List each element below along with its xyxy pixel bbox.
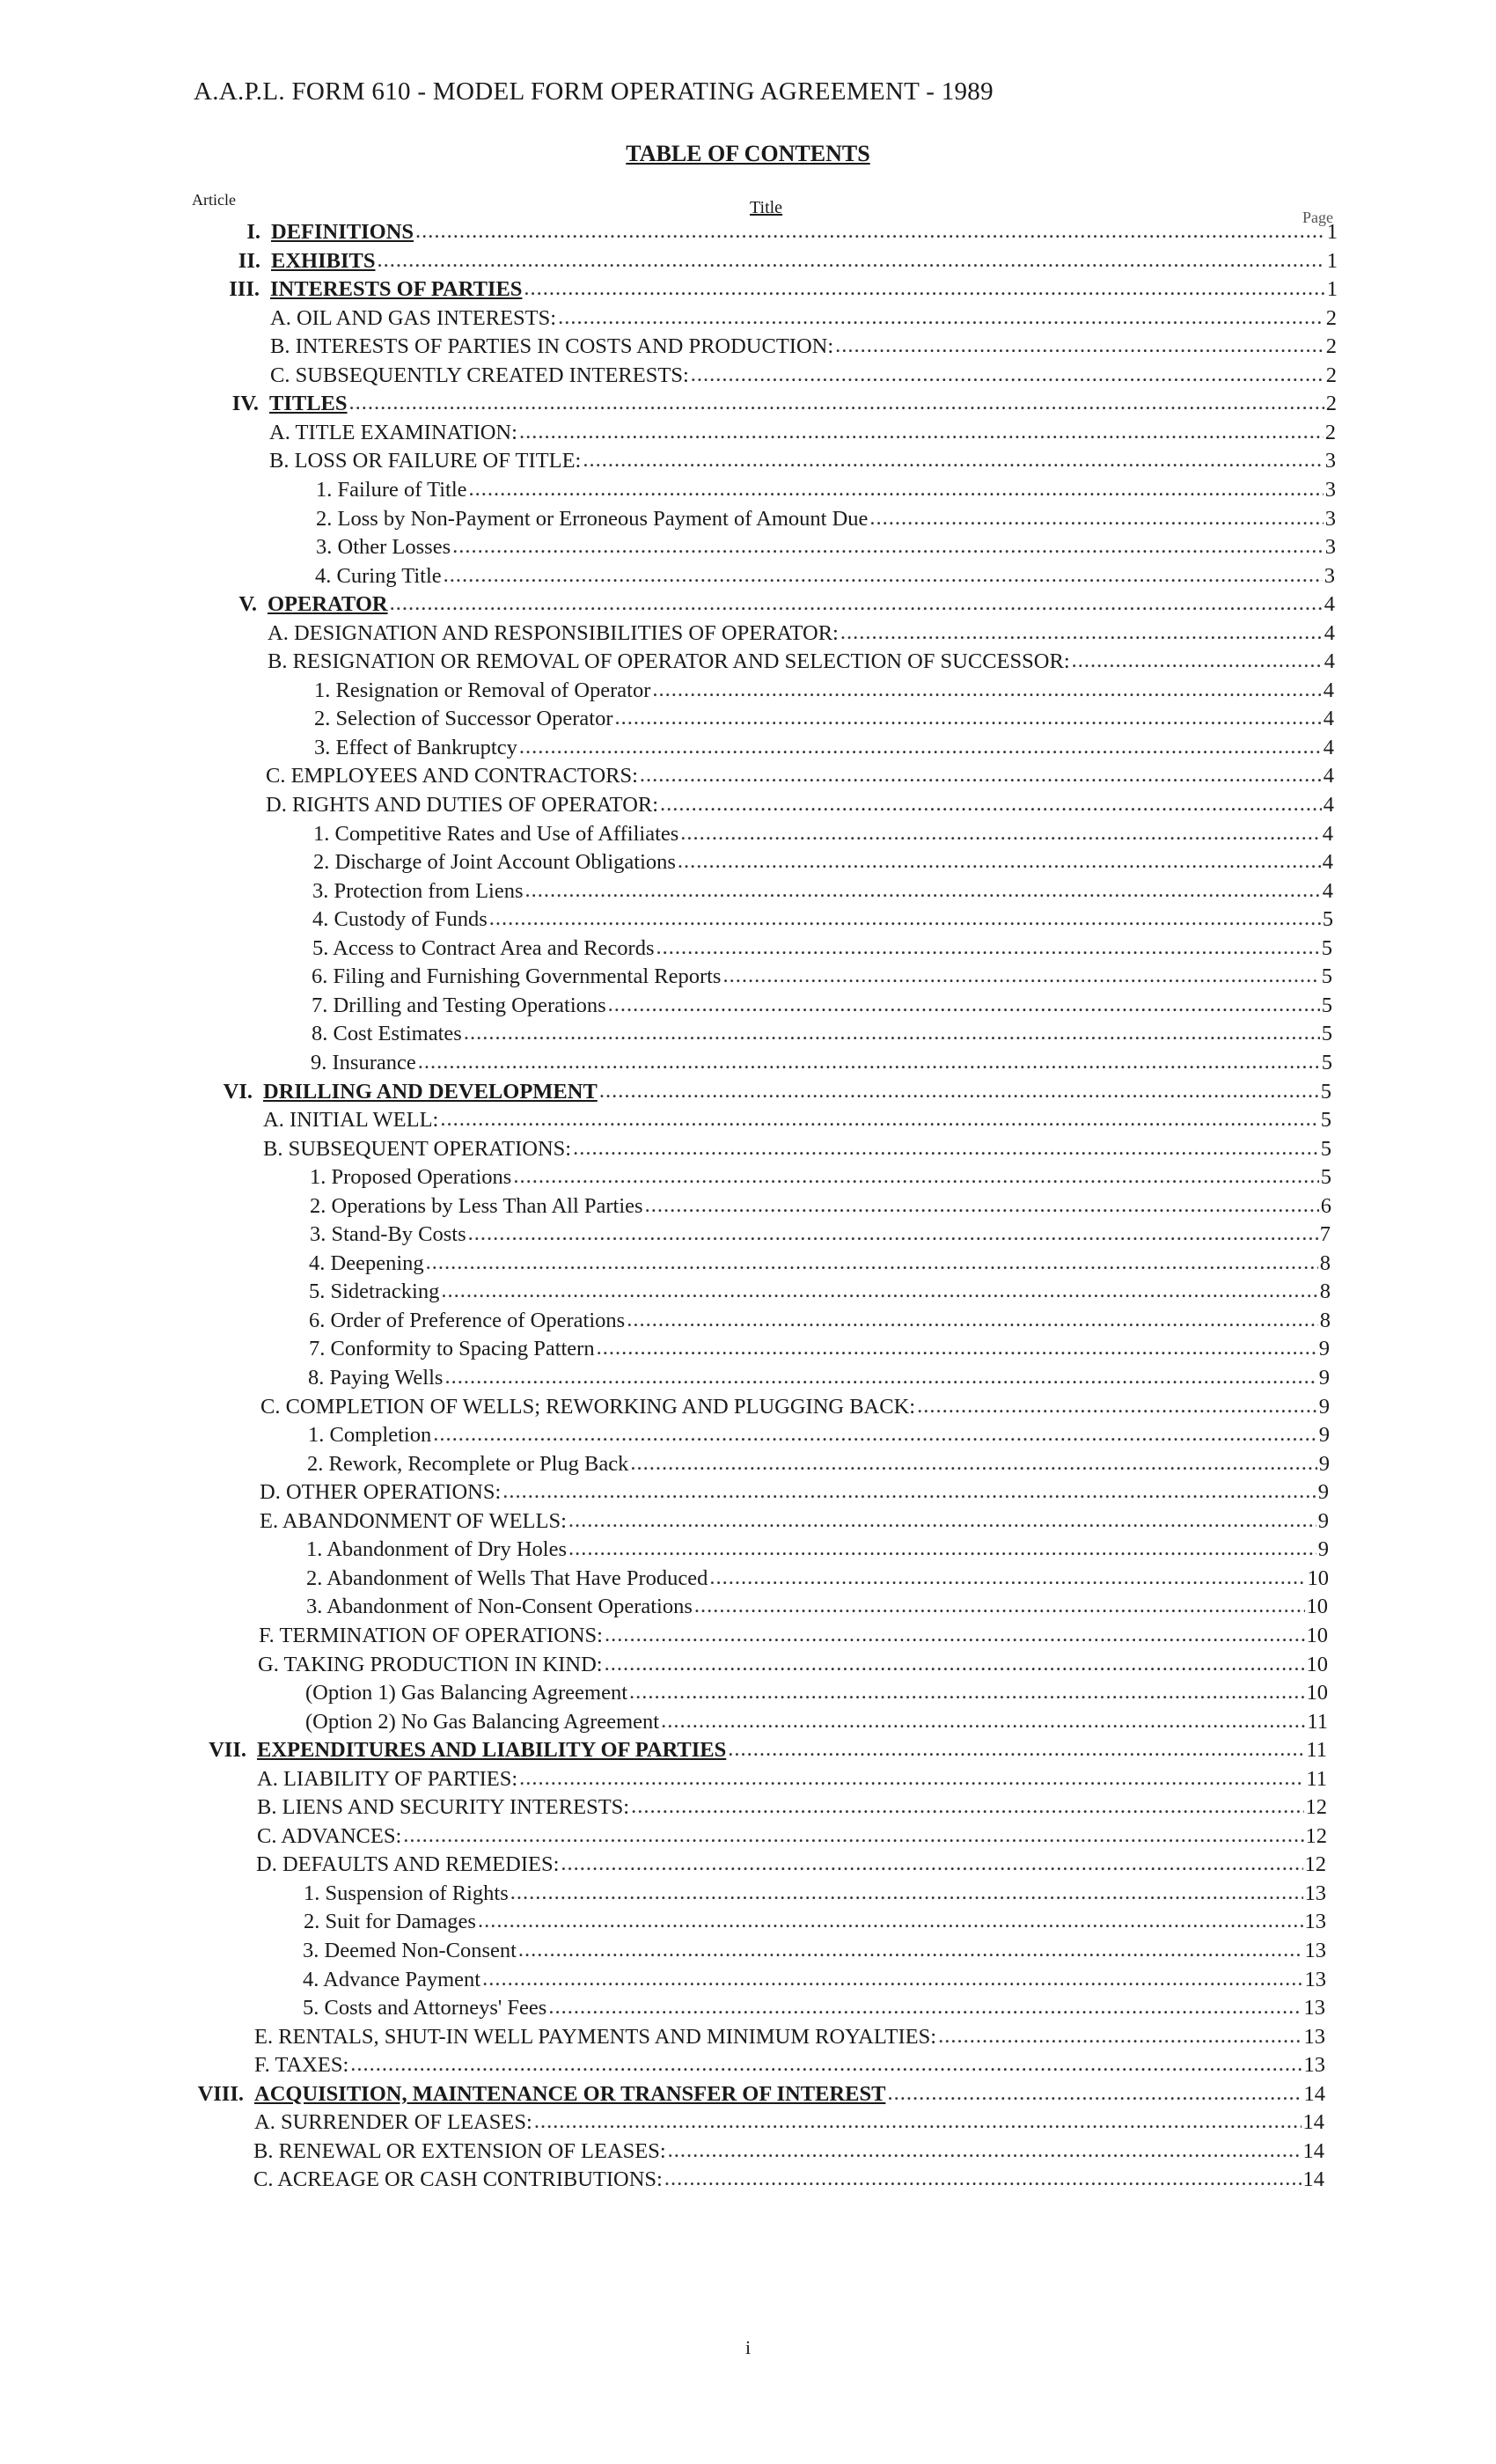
toc-entry-page: 5 [1320,1136,1331,1161]
toc-entry-title: 1. Suspension of Rights [304,1881,509,1905]
dot-leader [645,1193,1319,1215]
toc-entry-page: 3 [1324,535,1336,560]
toc-entry-page: 10 [1306,1652,1328,1676]
dot-leader [534,2109,1302,2131]
dot-leader [605,1652,1305,1674]
toc-section-row [270,306,1337,334]
dot-leader [350,2052,1302,2074]
toc-subsection-row [306,1537,1329,1566]
dot-leader [561,1852,1302,1874]
toc-entry-page: 13 [1304,1881,1326,1905]
toc-entry-title: A. SURRENDER OF LEASES: [254,2110,532,2135]
toc-section-row [254,2053,1325,2081]
toc-entry-title: 2. Abandonment of Wells That Have Produced [306,1566,708,1590]
toc-subsection-row [305,1681,1328,1709]
dot-leader [887,2081,1302,2103]
toc-entry-page: 9 [1317,1480,1329,1505]
toc-entry-page: 13 [1303,2053,1325,2078]
toc-entry-title: 1. Resignation or Removal of Operator [314,678,651,702]
toc-entry-title: 3. Effect of Bankruptcy [314,735,517,759]
dot-leader [390,591,1323,613]
dot-leader [502,1479,1316,1501]
dot-leader [558,305,1324,327]
dot-leader [468,1221,1318,1243]
toc-entry-page: 9 [1317,1537,1329,1562]
toc-entry-title: 4. Advance Payment [303,1967,481,1991]
dot-leader [418,1050,1320,1072]
dot-leader [728,1737,1304,1759]
toc-entry-page: 9 [1318,1394,1330,1419]
toc-entry-title: G. TAKING PRODUCTION IN KIND: [258,1652,603,1676]
toc-section-row [260,1395,1330,1423]
toc-entry-page: 13 [1304,1967,1326,1991]
toc-subsection-row [312,879,1333,907]
toc-entry-title: 5. Costs and Attorneys' Fees [303,1996,547,2020]
toc-article-row [263,1080,1331,1108]
toc-heading-text: TABLE OF CONTENTS [626,141,870,166]
dot-leader [524,276,1324,298]
toc-entry-title: 2. Selection of Successor Operator [314,707,613,731]
toc-entry-title: C. ACREAGE OR CASH CONTRIBUTIONS: [253,2167,663,2192]
toc-entry-title: B. LOSS OR FAILURE OF TITLE: [269,449,582,473]
toc-section-row [266,764,1334,792]
toc-entry-title: A. OIL AND GAS INTERESTS: [270,305,557,330]
toc-entry-page: 8 [1319,1250,1331,1275]
dot-leader [519,420,1324,442]
toc-entry-page: 2 [1325,334,1337,359]
toc-entry-page: 9 [1318,1337,1330,1361]
toc-entry-title: OPERATOR [268,592,388,617]
dot-leader [510,1881,1303,1903]
dot-leader [573,1136,1319,1158]
toc-entry-title: 5. Access to Contract Area and Records [312,935,655,960]
dot-leader [869,506,1323,528]
toc-section-row [269,421,1336,449]
toc-entry-title: A. INITIAL WELL: [263,1108,439,1133]
toc-entry-page: 4 [1323,793,1334,817]
page-column-label: Page [1302,209,1333,226]
toc-entry-page: 10 [1306,1623,1328,1647]
dot-leader [656,935,1319,957]
toc-entry-title: 1. Completion [308,1423,432,1448]
toc-entry-page: 4 [1323,735,1334,759]
toc-entry-page: 5 [1320,1108,1331,1133]
toc-subsection-row [307,1452,1330,1480]
page-number: i [744,2336,752,2358]
dot-leader [519,1766,1304,1788]
toc-entry-title: 2. Discharge of Joint Account Obligations [313,850,676,875]
toc-entry-page: 5 [1320,1079,1331,1104]
toc-entry-page: 4 [1322,878,1333,903]
toc-entry-page: 2 [1325,392,1337,416]
toc-section-row [256,1852,1326,1881]
dot-leader [722,964,1319,986]
dot-leader [469,477,1324,499]
toc-subsection-row [316,535,1336,563]
toc-subsection-row [314,678,1334,707]
toc-entry-title: B. RESIGNATION OR REMOVAL OF OPERATOR AND SELECTION OF SUCCESSOR: [268,649,1070,674]
toc-section-row [257,1795,1327,1823]
toc-subsection-row [303,1968,1326,1996]
document-title: A.A.P.L. FORM 610 - MODEL FORM OPERATING AGREEMENT - 1989 [194,77,994,106]
toc-entry-page: 1 [1326,248,1338,273]
dot-leader [583,448,1323,470]
dot-leader [680,821,1320,843]
dot-leader [568,1508,1316,1530]
toc-entry-title: 5. Sidetracking [309,1280,440,1304]
toc-entry-title: 1. Abandonment of Dry Holes [306,1537,567,1562]
toc-entry-page: 3 [1324,563,1335,588]
toc-section-row [254,2025,1325,2053]
toc-entry-page: 9 [1318,1366,1330,1390]
toc-entry-page: 5 [1321,935,1332,960]
dot-leader [840,620,1323,642]
toc-section-row [270,363,1337,392]
toc-entry-page: 4 [1324,649,1335,674]
toc-entry-title: E. ABANDONMENT OF WELLS: [260,1508,567,1533]
dot-leader [661,1709,1305,1731]
dot-leader [519,735,1322,757]
dot-leader [440,1107,1318,1129]
dot-leader [599,1079,1319,1101]
article-number: I. [246,220,260,244]
toc-article-row [270,277,1338,305]
toc-entry-title: 4. Deepening [309,1250,424,1275]
toc-article-row [254,2082,1325,2110]
dot-leader [938,2024,1302,2046]
toc-entry-page: 8 [1319,1280,1331,1304]
dot-leader [426,1250,1318,1272]
dot-leader [349,391,1324,413]
toc-entry-title: C. SUBSEQUENTLY CREATED INTERESTS: [270,363,689,387]
dot-leader [835,334,1324,356]
article-number: III. [229,277,260,302]
toc-entry-title: 3. Abandonment of Non-Consent Operations [306,1595,693,1619]
dot-leader [444,1365,1316,1387]
toc-subsection-row [308,1366,1330,1394]
dot-leader [631,1794,1303,1816]
toc-entry-title: A. DESIGNATION AND RESPONSIBILITIES OF OPERATOR: [268,620,839,645]
toc-entry-title: 6. Order of Preference of Operations [309,1308,626,1332]
toc-entry-page: 4 [1324,620,1335,645]
toc-entry-page: 1 [1326,277,1338,302]
dot-leader [709,1566,1305,1588]
toc-entry-title: A. TITLE EXAMINATION: [269,420,517,444]
dot-leader [525,878,1321,900]
toc-entry-page: 2 [1325,305,1337,330]
dot-leader [627,1308,1318,1330]
dot-leader [464,1021,1320,1043]
article-number: II. [238,248,260,273]
toc-entry-page: 14 [1302,2138,1324,2163]
toc-entry-title: B. SUBSEQUENT OPERATIONS: [263,1136,572,1161]
dot-leader [518,1938,1303,1960]
dot-leader [441,1279,1317,1301]
toc-subsection-row [306,1566,1329,1595]
toc-subsection-row [309,1309,1331,1337]
dot-leader [691,363,1324,385]
toc-entry-title: 4. Custody of Funds [312,907,488,932]
toc-subsection-row [305,1710,1328,1738]
toc-entry-page: 3 [1324,506,1336,531]
dot-leader [694,1594,1305,1616]
toc-entry-page: 13 [1304,1939,1326,1962]
toc-section-row [253,2139,1324,2167]
toc-entry-title: 8. Paying Wells [308,1366,444,1390]
toc-entry-page: 12 [1304,1852,1326,1877]
toc-subsection-row [312,907,1333,935]
toc-subsection-row [310,1194,1331,1222]
toc-entry-page: 14 [1303,2081,1325,2106]
dot-leader [489,906,1321,928]
toc-entry-title: 1. Proposed Operations [310,1165,512,1190]
toc-entry-page: 9 [1317,1508,1329,1533]
toc-section-row [254,2110,1324,2138]
toc-entry-title: 7. Conformity to Spacing Pattern [309,1337,595,1361]
dot-leader [652,678,1321,700]
toc-article-row [271,249,1338,277]
toc-entry-title: C. ADVANCES: [257,1823,402,1848]
toc-entry-page: 9 [1318,1423,1330,1448]
article-column-label: Article [192,191,236,209]
toc-section-row [268,649,1335,678]
toc-entry-title: (Option 1) Gas Balancing Agreement [305,1681,628,1705]
toc-subsection-row [316,507,1336,535]
toc-entry-page: 4 [1322,850,1333,875]
toc-subsection-row [312,1022,1332,1050]
toc-subsection-row [310,1222,1331,1250]
toc-entry-title: B. INTERESTS OF PARTIES IN COSTS AND PRODUCTION: [270,334,834,359]
toc-subsection-row [314,736,1334,764]
dot-leader [415,219,1325,241]
toc-subsection-row [306,1595,1328,1623]
toc-entry-title: C. COMPLETION OF WELLS; REWORKING AND PLUGGING BACK: [260,1394,916,1419]
toc-subsection-row [309,1280,1331,1308]
dot-leader [597,1336,1317,1358]
toc-subsection-row [312,964,1332,993]
toc-entry-title: 7. Drilling and Testing Operations [312,993,606,1017]
dot-leader [630,1451,1316,1473]
toc-subsection-row [311,1051,1332,1079]
dot-leader [664,2167,1302,2189]
toc-section-row [260,1480,1329,1508]
toc-section-row [257,1824,1327,1852]
toc-entry-title: 3. Deemed Non-Consent [303,1939,517,1962]
toc-section-row [269,449,1336,477]
toc-entry-page: 5 [1322,907,1333,932]
toc-subsection-row [304,1881,1326,1910]
dot-leader [568,1536,1316,1558]
toc-subsection-row [316,478,1336,506]
toc-entry-title: DEFINITIONS [271,220,414,244]
toc-entry-page: 13 [1303,1996,1325,2020]
toc-entry-title: A. LIABILITY OF PARTIES: [257,1766,518,1791]
toc-article-row [271,220,1338,248]
toc-entry-page: 5 [1321,1022,1332,1046]
dot-leader [678,849,1321,871]
toc-entry-page: 2 [1325,363,1337,387]
toc-entry-title: ACQUISITION, MAINTENANCE OR TRANSFER OF INTEREST [254,2081,886,2106]
toc-entry-page: 12 [1305,1795,1327,1820]
toc-entry-title: 2. Operations by Less Than All Parties [310,1193,643,1218]
toc-entry-page: 6 [1320,1193,1331,1218]
dot-leader [478,1909,1303,1931]
toc-entry-page: 11 [1306,1738,1327,1763]
toc-entry-page: 14 [1302,2167,1324,2192]
toc-entry-title: 6. Filing and Furnishing Governmental Reports [312,964,722,989]
toc-entry-page: 5 [1321,964,1332,989]
dot-leader [513,1164,1318,1186]
toc-entry-page: 4 [1323,678,1334,702]
dot-leader [433,1422,1317,1444]
toc-subsection-row [312,994,1332,1022]
toc-section-row [253,2167,1324,2196]
toc-entry-page: 5 [1321,993,1332,1017]
toc-entry-page: 14 [1302,2110,1324,2135]
toc-entry-title: 3. Protection from Liens [312,878,524,903]
dot-leader [640,763,1322,785]
toc-entry-page: 13 [1304,1910,1326,1934]
toc-entry-title: 2. Suit for Damages [304,1910,476,1934]
toc-subsection-row [308,1423,1330,1451]
toc-entry-title: 1. Failure of Title [316,477,467,502]
toc-entry-page: 1 [1326,220,1338,244]
dot-leader [548,1995,1302,2017]
toc-subsection-row [303,1939,1326,1967]
toc-entry-title: E. RENTALS, SHUT-IN WELL PAYMENTS AND MINIMUM ROYALTIES: [254,2024,937,2049]
toc-entry-page: 5 [1321,1050,1332,1074]
toc-entry-page: 11 [1307,1709,1328,1734]
toc-article-row [257,1738,1327,1766]
dot-leader [608,993,1320,1015]
toc-subsection-row [315,564,1335,592]
toc-entry-title: B. LIENS AND SECURITY INTERESTS: [257,1795,630,1820]
toc-entry-page: 10 [1306,1595,1328,1619]
toc-entry-title: INTERESTS OF PARTIES [270,277,523,302]
toc-entry-title: 1. Competitive Rates and Use of Affiliates [313,821,679,846]
toc-entry-page: 11 [1306,1766,1327,1791]
toc-entry-page: 2 [1324,420,1336,444]
toc-entry-title: F. TERMINATION OF OPERATIONS: [259,1623,603,1647]
toc-subsection-row [313,822,1333,850]
toc-entry-title: EXPENDITURES AND LIABILITY OF PARTIES [257,1738,727,1763]
article-number: VII. [209,1738,246,1763]
toc-section-row [268,621,1335,649]
dot-leader [917,1394,1317,1416]
toc-entry-page: 10 [1306,1681,1328,1705]
toc-section-row [259,1624,1328,1652]
toc-entry-title: 2. Rework, Recomplete or Plug Back [307,1451,629,1476]
toc-entry-page: 10 [1307,1566,1329,1590]
toc-subsection-row [303,1996,1325,2024]
toc-article-row [268,592,1335,620]
title-column-label: Title [750,198,783,217]
dot-leader [629,1680,1304,1702]
toc-article-row [269,392,1337,420]
toc-section-row [263,1137,1331,1165]
toc-subsection-row [313,850,1333,878]
article-number: V. [238,592,257,617]
toc-entry-page: 13 [1303,2024,1325,2049]
toc-subsection-row [312,936,1332,964]
dot-leader [660,792,1322,814]
toc-entry-title: 2. Loss by Non-Payment or Erroneous Payment of Amount Due [316,506,869,531]
toc-entry-title: 3. Other Losses [316,535,451,560]
dot-leader [377,248,1324,270]
toc-entry-page: 4 [1322,821,1333,846]
toc-entry-title: D. DEFAULTS AND REMEDIES: [256,1852,560,1877]
toc-entry-title: 9. Insurance [311,1050,416,1074]
toc-section-row [266,793,1334,821]
toc-entry-page: 4 [1323,707,1334,731]
dot-leader [403,1823,1303,1845]
toc-subsection-row [310,1165,1331,1193]
toc-entry-page: 4 [1324,592,1335,617]
toc-entry-title: D. RIGHTS AND DUTIES OF OPERATOR: [266,793,659,817]
toc-entry-title: EXHIBITS [271,248,376,273]
toc-entry-page: 12 [1305,1823,1327,1848]
dot-leader [444,563,1323,585]
toc-entry-title: B. RENEWAL OR EXTENSION OF LEASES: [253,2138,666,2163]
toc-entry-title: 3. Stand-By Costs [310,1222,466,1247]
toc-section-row [257,1767,1327,1795]
dot-leader [605,1623,1305,1645]
toc-entry-title: D. OTHER OPERATIONS: [260,1480,502,1505]
toc-subsection-row [309,1251,1331,1280]
article-number: VI. [223,1079,253,1104]
dot-leader [615,706,1322,728]
toc-entry-title: 4. Curing Title [315,563,442,588]
toc-entry-title: DRILLING AND DEVELOPMENT [263,1079,598,1104]
toc-entry-page: 9 [1318,1451,1330,1476]
dot-leader [482,1967,1302,1989]
toc-entry-title: F. TAXES: [254,2053,349,2078]
toc-section-row [258,1653,1328,1681]
article-number: IV. [231,392,259,416]
dot-leader [668,2138,1302,2160]
dot-leader [452,534,1324,556]
toc-entry-page: 7 [1319,1222,1331,1247]
toc-entry-page: 3 [1324,477,1336,502]
toc-entry-title: 8. Cost Estimates [312,1022,462,1046]
toc-entry-title: C. EMPLOYEES AND CONTRACTORS: [266,764,638,788]
toc-section-row [270,334,1337,363]
toc-entry-title: TITLES [269,392,348,416]
article-number: VIII. [197,2081,244,2106]
toc-entry-page: 4 [1323,764,1334,788]
dot-leader [1072,649,1323,671]
toc-entry-page: 3 [1324,449,1336,473]
toc-section-row [260,1509,1329,1537]
toc-subsection-row [304,1910,1326,1938]
toc-entry-title: (Option 2) No Gas Balancing Agreement [305,1709,660,1734]
toc-subsection-row [309,1337,1330,1365]
toc-entry-page: 5 [1320,1165,1331,1190]
toc-section-row [263,1108,1331,1136]
toc-subsection-row [314,707,1334,735]
toc-entry-page: 8 [1319,1308,1331,1332]
